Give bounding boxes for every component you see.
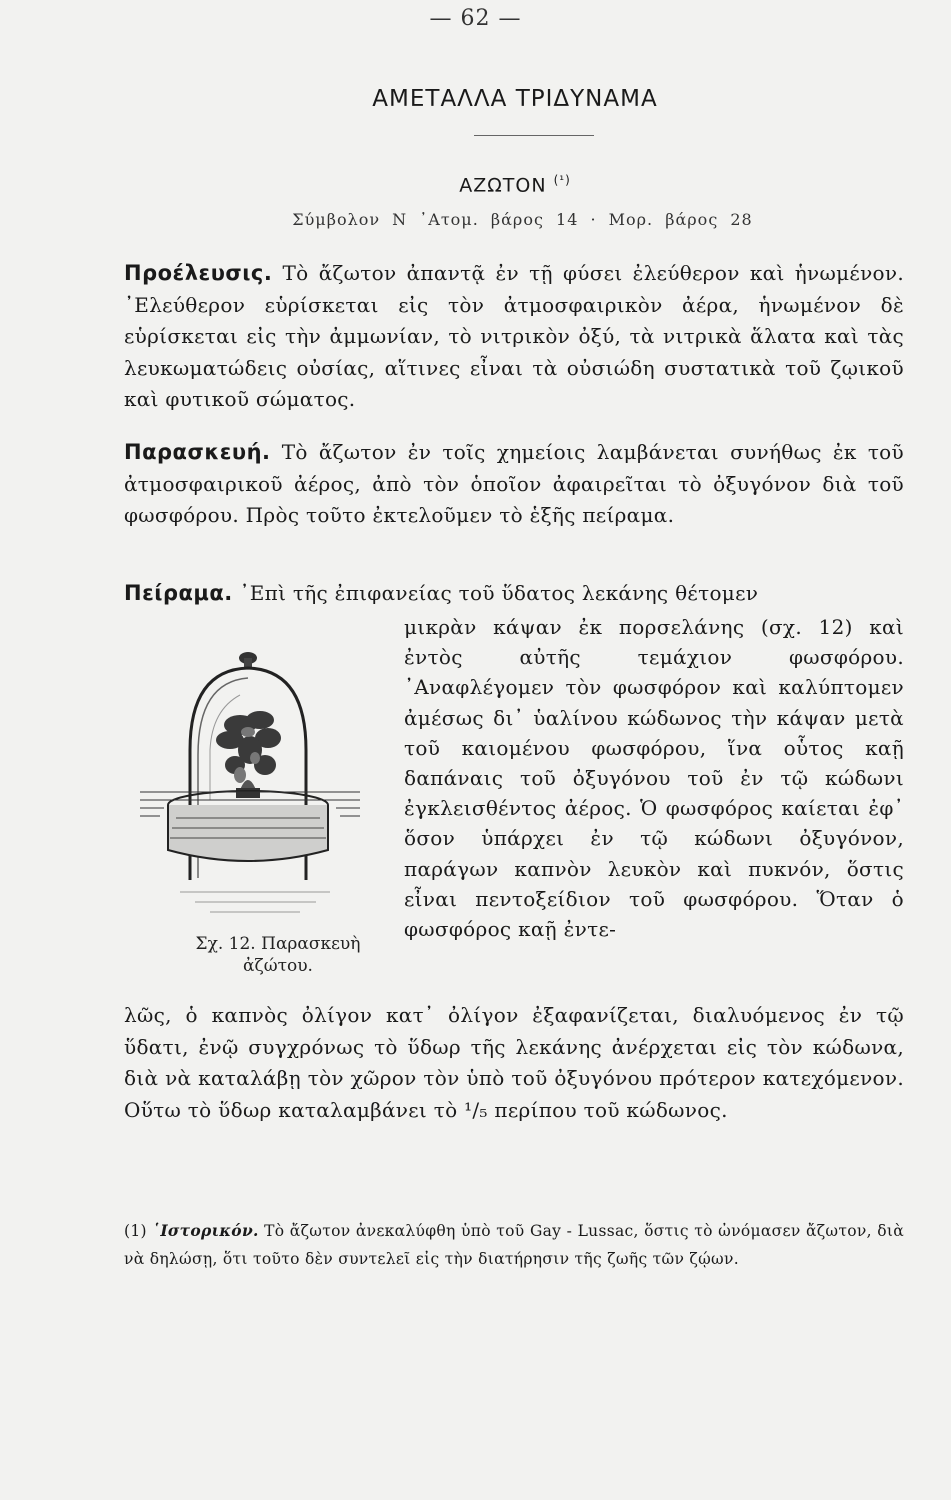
footnote-number: (1)	[124, 1222, 147, 1240]
bell-jar-figure	[140, 640, 380, 940]
peirama-first-line	[124, 578, 904, 610]
paraskevi-text: Τὸ ἄζωτον ἐν τοῖς χημείοις λαμβάνεται συνήθως ἐκ τοῦ ἀτμοσφαιρικοῦ ἀέρος, ἀπὸ τὸν ὁποῖον ἀφαιρεῖται τὸ ὀξυγόνον διὰ τοῦ φωσφόρου. Πρὸς τοῦτο ἐκτελοῦμεν τὸ ἑξῆς πείραμα.	[124, 440, 904, 527]
footnote	[124, 1217, 904, 1273]
peirama-first-line-text: ᾿Επὶ τῆς ἐπιφανείας τοῦ ὕδατος λεκάνης θέτομεν	[239, 581, 759, 605]
peirama-column-text: μικρὰν κάψαν ἐκ πορσελάνης (σχ. 12) καὶ ἐντὸς αὐτῆς τεμάχιον φωσφόρου. ᾿Αναφλέγομεν τὸν φωσφόρον καὶ καλύπτομεν ἀμέσως δι᾿ ὑαλίνου κώδωνος τὴν κάψαν μετὰ τοῦ καιομένου φωσφόρου, ἵνα οὗτος καῇ δαπάναις τοῦ ὀξυγόνου τοῦ ἐν τῷ κώδωνι ἐγκλεισθέντος ἀέρος. Ὁ φωσφόρος καίεται ἐφ᾿ ὅσον ὑπάρχει ἐν τῷ κώδωνι ὀξυγόνον, παράγων καπνὸν λευκὸν καὶ πυκνόν, ὅστις εἶναι πεντοξείδιον τοῦ φωσφόρου. Ὅταν ὁ φωσφόρος καῇ ἐντε-	[404, 615, 904, 942]
proeleusis-text: Τὸ ἄζωτον ἀπαντᾷ ἐν τῇ φύσει ἐλεύθερον καὶ ἡνωμένον. ᾿Ελεύθερον εὑρίσκεται εἰς τὸν ἀτμοσφαιρικὸν ἀέρα, ἡνωμένον δὲ εὑρίσκεται εἰς τὴν ἀμμωνίαν, τὸ νιτρικὸν ὀξύ, τὰ νιτρικὰ ἅλατα καὶ τὰς λευκωματώδεις οὐσίας, αἵτινες εἶναι τὰ οὐσιώδη συστατικὰ τοῦ ζῳικοῦ καὶ φυτικοῦ σώματος.	[124, 261, 904, 411]
page-number: — 62 —	[429, 6, 522, 31]
figure-caption	[163, 933, 393, 977]
symbol-line: Σύμβολον Ν ᾿Ατομ. βάρος 14 · Μορ. βάρος 28	[292, 210, 753, 229]
peirama-continuation: λῶς, ὁ καπνὸς ὀλίγον κατ᾿ ὀλίγον ἐξαφανίζεται, διαλυόμενος ἐν τῷ ὕδατι, ἐνῷ συγχρόνως τὸ ὕδωρ τῆς λεκάνης ἀνέρχεται εἰς τὸν κώδωνα, διὰ νὰ καταλάβῃ τὸν χῶρον τὸν ὑπὸ τοῦ ὀξυγόνου πρότερον κατεχόμενον. Οὕτω τὸ ὕδωρ καταλαμβάνει τὸ ¹/₅ περίπου τοῦ κώδωνος.	[124, 1003, 904, 1122]
figure-caption-line1: Σχ. 12. Παρασκευὴ	[195, 934, 361, 954]
footnote-ref: (¹)	[553, 173, 571, 187]
paraskevi-paragraph	[124, 437, 904, 532]
footnote-text: Τὸ ἄζωτον ἀνεκαλύφθη ὑπὸ τοῦ Gay - Lussac, ὅστις τὸ ὠνόμασεν ἄζωτον, διὰ νὰ δηλώσῃ, ὅτι τοῦτο δὲν συντελεῖ εἰς τὴν διατήρησιν τῆς ζωῆς τῶν ζῴων.	[124, 1222, 905, 1268]
element-heading	[0, 173, 951, 196]
proeleusis-lead: Προέλευσις.	[124, 261, 273, 285]
chapter-title: ΑΜΕΤΑΛΛΑ ΤΡΙΔΥΝΑΜΑ	[372, 86, 658, 112]
figure-caption-line2: ἀζώτου.	[243, 956, 313, 976]
paraskevi-lead: Παρασκευή.	[124, 440, 271, 464]
proeleusis-paragraph	[124, 258, 904, 416]
title-divider	[474, 135, 594, 136]
peirama-lead: Πείραμα.	[124, 581, 233, 605]
element-name: ΑΖΩΤΟΝ	[459, 174, 547, 197]
footnote-lead: ῾Ιστορικόν.	[152, 1221, 259, 1240]
